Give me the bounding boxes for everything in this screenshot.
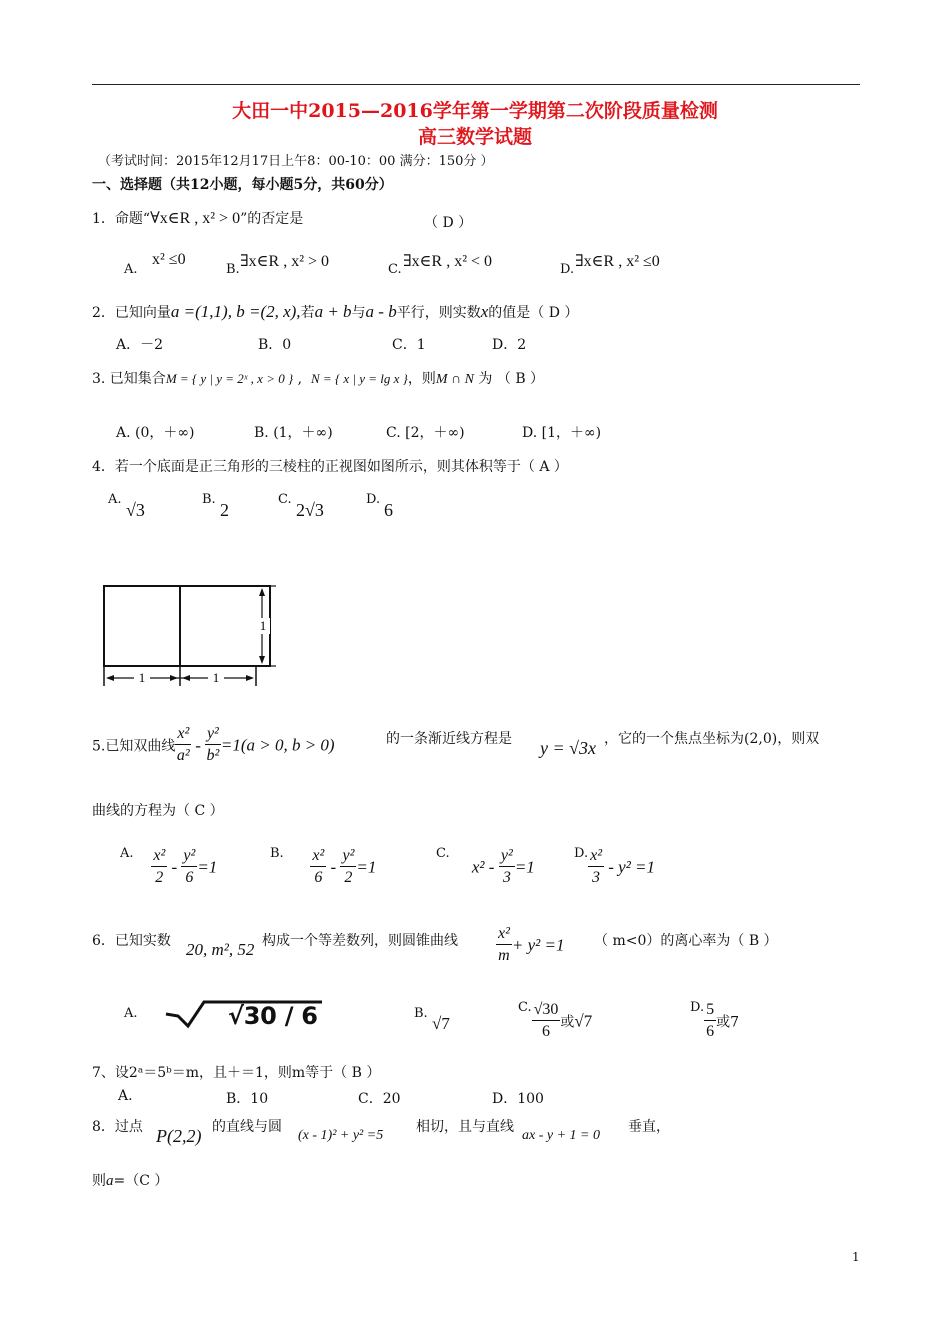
q1-option-b-label: B.: [226, 262, 240, 277]
q6-option-b-label: B.: [414, 1006, 428, 1021]
q8-mid1: 的直线与圆: [212, 1119, 282, 1135]
q7-option-c: C．20: [358, 1091, 401, 1107]
question-3: 3. 已知集合M = { y | y = 2ˣ , x > 0 } , N = { x | y = lg x }，则M ∩ N 为 （ B ）: [92, 371, 545, 387]
q3-option-d: D. [1，＋∞): [522, 425, 602, 441]
q1-option-a: x² ≤0: [152, 251, 186, 268]
q1-option-b: ∃x∈R , x² > 0: [240, 253, 330, 270]
q1-expr: ∀x∈R , x² > 0: [150, 210, 241, 227]
question-7: 7、设2ᵃ＝5ᵇ＝m，且＋＝1，则m等于（ B ）: [92, 1065, 381, 1081]
q5-continuation: 的一条渐近线方程是: [386, 731, 512, 747]
q2-option-c: C．1: [392, 337, 426, 353]
exam-subtitle: 高三数学试题: [417, 126, 532, 148]
prism-front-view-figure: [96, 578, 278, 694]
q6-mid: 构成一个等差数列，则圆锥曲线: [262, 933, 458, 949]
page-number: 1: [852, 1250, 860, 1264]
q3-option-b: B. (1，＋∞): [254, 425, 333, 441]
q5-post: ，它的一个焦点坐标为(2,0)，则双: [604, 731, 820, 747]
q5-option-a: A. $\frac{\text{x²}}{2}$ - $\frac{\text{y²}}{6}$ =1: [120, 846, 218, 886]
q5-option-c: C. x² - $\frac{\text{y²}}{3}$ =1: [436, 846, 535, 886]
q7-option-a: A.: [118, 1088, 133, 1104]
q6-option-d: D. $\frac{5}{6}$ 或7: [690, 1000, 740, 1040]
q4-option-b: 2: [220, 500, 229, 520]
q4-option-c: 2√3: [296, 500, 324, 520]
q5-asymptote: y = √3x: [540, 738, 597, 758]
q8-point: P(2,2): [156, 1126, 202, 1146]
question-6: 6．已知实数: [92, 933, 171, 949]
figure-label-bottom-left: 1: [138, 670, 146, 685]
q2-option-a: A．－2: [116, 337, 164, 353]
q4-option-a: √3: [126, 500, 145, 520]
q4-option-b-label: B.: [202, 492, 216, 507]
q2-option-b: B．0: [258, 337, 292, 353]
q4-option-d: 6: [384, 500, 393, 520]
q4-option-a-label: A.: [108, 492, 122, 507]
q1-option-d: ∃x∈R , x² ≤0: [575, 253, 660, 270]
q6-option-a-label: A.: [124, 1006, 138, 1021]
q4-option-c-label: C.: [278, 492, 292, 507]
q6-post: （ m<0）的离心率为（ B ）: [594, 933, 778, 949]
figure-label-height: 1: [259, 618, 267, 633]
q6-sequence: 20, m², 52: [186, 940, 255, 959]
exam-title: 大田一中2015—2016学年第一学期第二次阶段质量检测: [232, 100, 718, 122]
q8-post: 垂直，: [628, 1119, 670, 1135]
figure-label-bottom-right: 1: [212, 670, 220, 685]
section-heading: 一、选择题（共12小题，每小题5分，共60分）: [92, 177, 393, 193]
q8-line2: 则a=（C ）: [92, 1173, 169, 1189]
q7-option-d: D．100: [492, 1091, 544, 1107]
exam-info: （考试时间：2015年12月17日上午8：00-10：00 满分：150分 ）: [98, 154, 494, 169]
q6-option-a-image: [160, 998, 326, 1050]
q5-option-d: D. $\frac{\text{x²}}{3}$ - y² =1: [574, 846, 656, 886]
q5-option-b: B. $\frac{\text{x²}}{6}$ - $\frac{\text{y²}}{2}$ =1: [270, 846, 377, 886]
q8-line: ax - y + 1 = 0: [522, 1128, 600, 1143]
q8-mid2: 相切，且与直线: [416, 1119, 514, 1135]
q5-line2: 曲线的方程为（ C ）: [92, 803, 224, 819]
q8-circle: (x - 1)² + y² =5: [298, 1128, 384, 1143]
figure-outline: [104, 586, 270, 666]
question-8: 8．过点: [92, 1119, 143, 1135]
question-5: 5.已知双曲线 $\frac{\text{x²}}{\text{a²}}$ - $\frac{\text{y²}}{\text{b²}}$ =1(a > 0, b > 0): [92, 725, 335, 764]
q1-answer: （ D ）: [424, 215, 473, 231]
question-4: 4．若一个底面是正三角形的三棱柱的正视图如图所示，则其体积等于（ A ）: [92, 459, 568, 475]
q1-option-a-label: A.: [124, 262, 138, 277]
q3-option-a: A. (0，＋∞): [116, 425, 195, 441]
q1-option-c: ∃x∈R , x² < 0: [403, 253, 493, 270]
q6-option-b: √7: [432, 1014, 450, 1033]
q3-option-c: C. [2，＋∞): [386, 425, 465, 441]
top-rule: [92, 84, 860, 85]
q6-option-c: C. $\frac{√30}{6}$ 或√7: [518, 1000, 593, 1040]
q6-conic: $\frac{\text{x²}}{m}$ + y² =1: [498, 925, 565, 964]
q1-option-c-label: C.: [388, 262, 402, 277]
question-2: 2．已知向量a =(1,1), b =(2, x),若a + b与a - b平行，则实数x的值是（ D ）: [92, 302, 579, 321]
question-1: 1．命题“∀x∈R , x² > 0”的否定是: [92, 210, 304, 227]
q4-option-d-label: D.: [366, 492, 381, 507]
q2-option-d: D．2: [492, 337, 527, 353]
q6-option-a-value: √30 / 6: [228, 1002, 318, 1030]
q7-option-b: B．10: [226, 1091, 269, 1107]
q1-option-d-label: D.: [560, 262, 575, 277]
